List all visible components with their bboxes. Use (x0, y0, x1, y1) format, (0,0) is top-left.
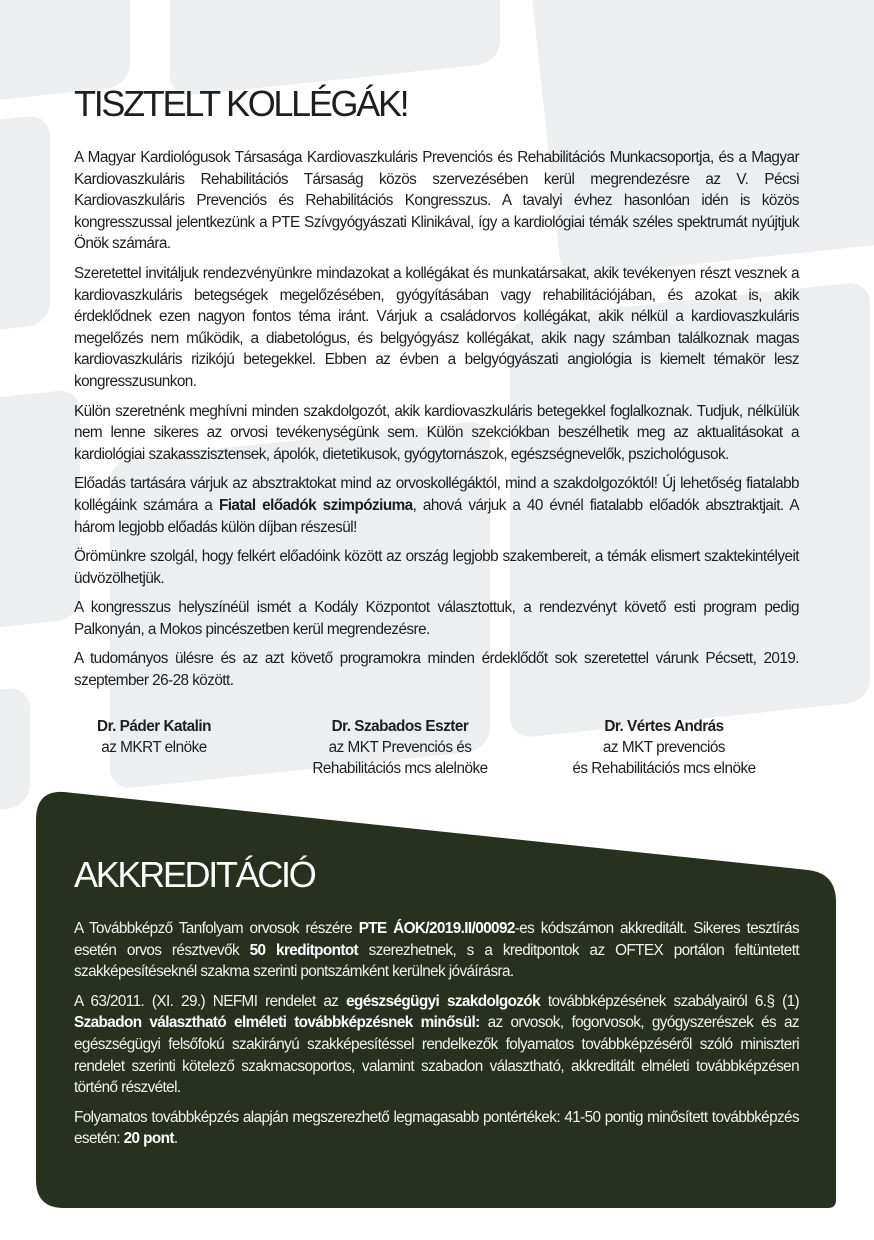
intro-paragraph: A Magyar Kardiológusok Társasága Kardiovaszkuláris Prevenciós és Rehabilitációs Munkacsoportja, és a Magyar Kardiovaszkuláris Rehabilitációs Társaság közös szervezésében kerül megrendezésre az V. Pécsi Kardiovaszkuláris Prevenciós és Rehabilitációs Kongresszus. A tavalyi évhez hasonlóan idén is közös kongresszussal jelentkezünk a PTE Szívgyógyászati Klinikával, így a kardiológiai témák széles spektrumát nyújtjuk Önök számára. (74, 149, 799, 253)
accreditation-title: AKKREDITÁCIÓ (74, 854, 315, 895)
accreditation-paragraph (74, 991, 799, 1099)
highlight-text: Szabadon választható elméleti továbbképzésnek minősül: (74, 1014, 480, 1032)
signatory-role: Rehabilitációs mcs alelnöke (312, 760, 488, 777)
intro-paragraph: Külön szeretnénk meghívni minden szakdolgozót, akik kardiovaszkuláris betegekkel foglalkoznak. Tudjuk, nélkülük nem lenne sikeres az orvosi tevékenységünk sem. Külön szekciókban beszélhetik meg az aktualitásokat a kardiológiai szakasszisztensek, ápolók, dietetikusok, gyógytornászok, egészségnevelők, pszichológusok. (74, 402, 799, 463)
signature-block (74, 716, 799, 788)
page-title: TISZTELT KOLLÉGÁK! (74, 83, 408, 124)
highlight-text: egészségügyi szakdolgozók (346, 992, 541, 1010)
intro-text (74, 147, 799, 700)
intro-paragraph (74, 473, 799, 538)
signatory-role: és Rehabilitációs mcs elnöke (572, 760, 756, 777)
signatory-name: Dr. Szabados Eszter (331, 718, 469, 735)
text-span: továbbképzésének szabályairól 6.§ (1) (540, 992, 800, 1010)
text-span: A 63/2011. (XI. 29.) NEFMI rendelet az (74, 992, 347, 1010)
signature (296, 716, 504, 779)
intro-paragraph: A tudományos ülésre és az azt követő programokra minden érdeklődőt sok szeretettel várunk Pécsett, 2019. szeptember 26-28 között. (74, 650, 799, 690)
course-code: PTE ÁOK/2019.II/00092 (358, 920, 515, 937)
signatory-name: Dr. Vértes András (604, 718, 724, 735)
text-span: Előadás tartására várjuk az absztraktokat mind az orvoskollégáktól, mind a szakdolgozóktól! Új lehetőség fiatalabb kollégáink számára a (74, 475, 799, 514)
text-span: az orvosok, fogorvosok, gyógyszerészek és az egészségügyi felsőfokú szakirányú szakképesítéssel rendelkezők folyamatos továbbképzéséről szóló miniszteri rendelet szerinti kötelező szakmacsoportos, valamint szabadon választható, akkreditált elméleti továbbképzésen történő részvétel. (74, 1014, 799, 1097)
text-span: szerezhetnek, s a kreditpontok az OFTEX portálon feltüntetett szakképesítéseknél szakma szerinti pontszámként kerülnek jóváírásra. (74, 941, 799, 981)
accreditation-paragraph (74, 1107, 799, 1150)
signature (562, 716, 766, 779)
text-span: -es kódszámon akkreditált. Sikeres tesztírás esetén orvos résztvevők (74, 920, 799, 959)
text-span: . (173, 1130, 178, 1148)
signature (74, 716, 234, 758)
points-value: 20 pont (123, 1130, 174, 1148)
accreditation-paragraph (74, 918, 799, 983)
text-span: Folyamatos továbbképzés alapján megszerezhető legmagasabb pontértékek: 41-50 pontig minősített továbbképzés esetén: (74, 1108, 799, 1148)
signatory-role: az MKT Prevenciós és (328, 739, 472, 756)
highlight-text: Fiatal előadók szimpóziuma (218, 496, 413, 514)
intro-paragraph: Örömünkre szolgál, hogy felkért előadóink között az ország legjobb szakembereit, a témák elismert szaktekintélyeit üdvözölhetjük. (74, 548, 799, 587)
accreditation-text (74, 918, 799, 1158)
intro-paragraph: A kongresszus helyszínéül ismét a Kodály Központot választottuk, a rendezvényt követő esti program pedig Palkonyán, a Mokos pincészetben kerül megrendezésre. (74, 599, 799, 638)
signatory-role: az MKT prevenciós (602, 739, 726, 756)
signatory-role: az MKRT elnöke (101, 739, 207, 756)
signatory-name: Dr. Páder Katalin (97, 718, 211, 735)
text-span: , ahová várjuk a 40 évnél fiatalabb előadók absztraktjait. A három legjobb előadás külön díjban részesül! (74, 496, 799, 536)
text-span: A Továbbképző Tanfolyam orvosok részére (74, 920, 359, 937)
intro-paragraph: Szeretettel invitáljuk rendezvényünkre mindazokat a kollégákat és munkatársakat, akik tevékenyen részt vesznek a kardiovaszkuláris betegségek megelőzésében, gyógyításában vagy rehabilitációjában, és azokat is, akik érdeklődnek ezen nagyon fontos téma iránt. Várjuk a családorvos kollégákat, akik nélkül a kardiovaszkuláris megelőzés nem működik, a diabetológus, és belgyógyász kollégákat, akik nagy számban találkoznak magas kardiovaszkuláris rizikójú betegekkel. Ebben az évben a belgyógyászati angiológia is kiemelt témakör lesz kongresszusunkon. (74, 264, 799, 390)
credit-points: 50 kreditpontot (249, 941, 359, 959)
